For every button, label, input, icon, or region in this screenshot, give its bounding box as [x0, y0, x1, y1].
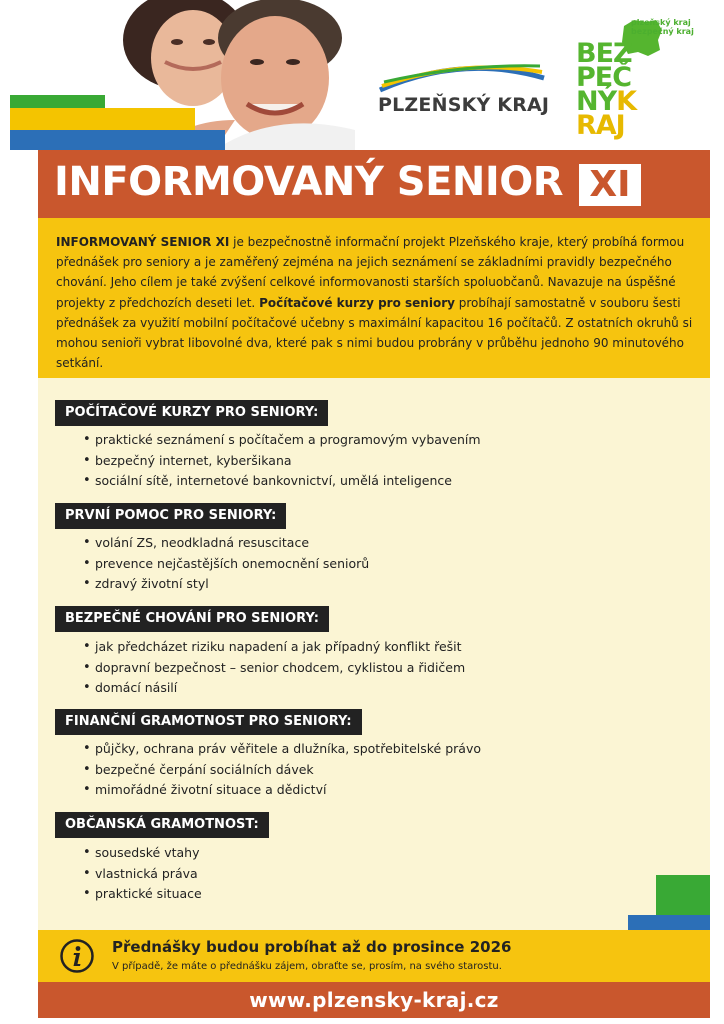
section-heading-safe-behaviour: BEZPEČNÉ CHOVÁNÍ PRO SENIORY:: [55, 606, 329, 632]
list-financial-literacy: [83, 739, 481, 801]
intro-box: [38, 218, 710, 378]
decor-bar-blue: [10, 130, 225, 150]
list-item: • dopravní bezpečnost – senior chodcem, cyklistou a řidičem: [83, 658, 465, 679]
title-band: [38, 150, 710, 218]
section-heading-computer-courses: POČÍTAČOVÉ KURZY PRO SENIORY:: [55, 400, 328, 426]
info-sub-text: V případě, že máte o přednášku zájem, obraťte se, prosím, na svého starostu.: [112, 961, 502, 972]
list-first-aid: [83, 533, 369, 595]
info-main-text: Přednášky budou probíhat až do prosince 2026: [112, 938, 512, 956]
page-title: INFORMOVANÝ SENIOR: [54, 159, 564, 205]
url-band: [38, 982, 710, 1018]
list-item: • půjčky, ochrana práv věřitele a dlužníka, spotřebitelské právo: [83, 739, 481, 760]
topics-area: [38, 378, 710, 930]
safe-region-small-text: plzeňský kraj bezpečný kraj: [631, 18, 694, 36]
edition-badge: XI: [579, 164, 641, 206]
website-link[interactable]: www.plzensky-kraj.cz: [249, 988, 499, 1012]
safe-region-wordmark: BEZ PEČ NÝK RAJ: [576, 38, 637, 141]
section-heading-civic-literacy: OBČANSKÁ GRAMOTNOST:: [55, 812, 269, 838]
list-item: • praktické situace: [83, 884, 202, 905]
list-item: • praktické seznámení s počítačem a programovým vybavením: [83, 430, 481, 451]
region-name: PLZEŇSKÝ KRAJ: [378, 94, 550, 116]
list-item: • prevence nejčastějších onemocnění seniorů: [83, 554, 369, 575]
list-item: • jak předcházet riziku napadení a jak případný konflikt řešit: [83, 637, 465, 658]
list-computer-courses: [83, 430, 481, 492]
section-heading-first-aid: PRVNÍ POMOC PRO SENIORY:: [55, 503, 286, 529]
decor-bar-green: [10, 95, 105, 108]
list-safe-behaviour: [83, 637, 465, 699]
list-item: • bezpečné čerpání sociálních dávek: [83, 760, 481, 781]
header: [0, 0, 724, 150]
section-heading-financial-literacy: FINANČNÍ GRAMOTNOST PRO SENIORY:: [55, 709, 362, 735]
list-item: • sociální sítě, internetové bankovnictví, umělá inteligence: [83, 471, 481, 492]
list-civic-literacy: [83, 843, 202, 905]
list-item: • domácí násilí: [83, 678, 465, 699]
intro-text: INFORMOVANÝ SENIOR XI je bezpečnostně informační projekt Plzeňského kraje, který probíhá formou přednášek pro seniory a je zaměřený zejména na jejich seznámení se základními pravidly bezpečného chování. Jeho cílem je také zvýšení celkové informovanosti starších spoluobčanů. Navazuje na úspěšné projekty z předchozích deseti let. Počítačové kurzy pro seniory probíhají samostatně v souboru šesti přednášek za využití mobilní počítačové učebny s maximální kapacitou 16 počítačů. Z ostatních okruhů si mohou senioři vybrat libovolné dva, které pak s nimi budou probrány v průběhu jednoho 90 minutového setkání.: [56, 235, 693, 371]
decor-bar-yellow: [10, 108, 195, 130]
info-icon: [59, 938, 95, 974]
list-item: • mimořádné životní situace a dědictví: [83, 780, 481, 801]
info-strip: [38, 930, 710, 982]
list-item: • volání ZS, neodkladná resuscitace: [83, 533, 369, 554]
decor-bar-green-right: [656, 875, 710, 915]
list-item: • bezpečný internet, kyberšikana: [83, 451, 481, 472]
list-item: • zdravý životní styl: [83, 574, 369, 595]
bezpecny-kraj-logo: [574, 14, 704, 139]
list-item: • vlastnická práva: [83, 864, 202, 885]
list-item: • sousedské vtahy: [83, 843, 202, 864]
